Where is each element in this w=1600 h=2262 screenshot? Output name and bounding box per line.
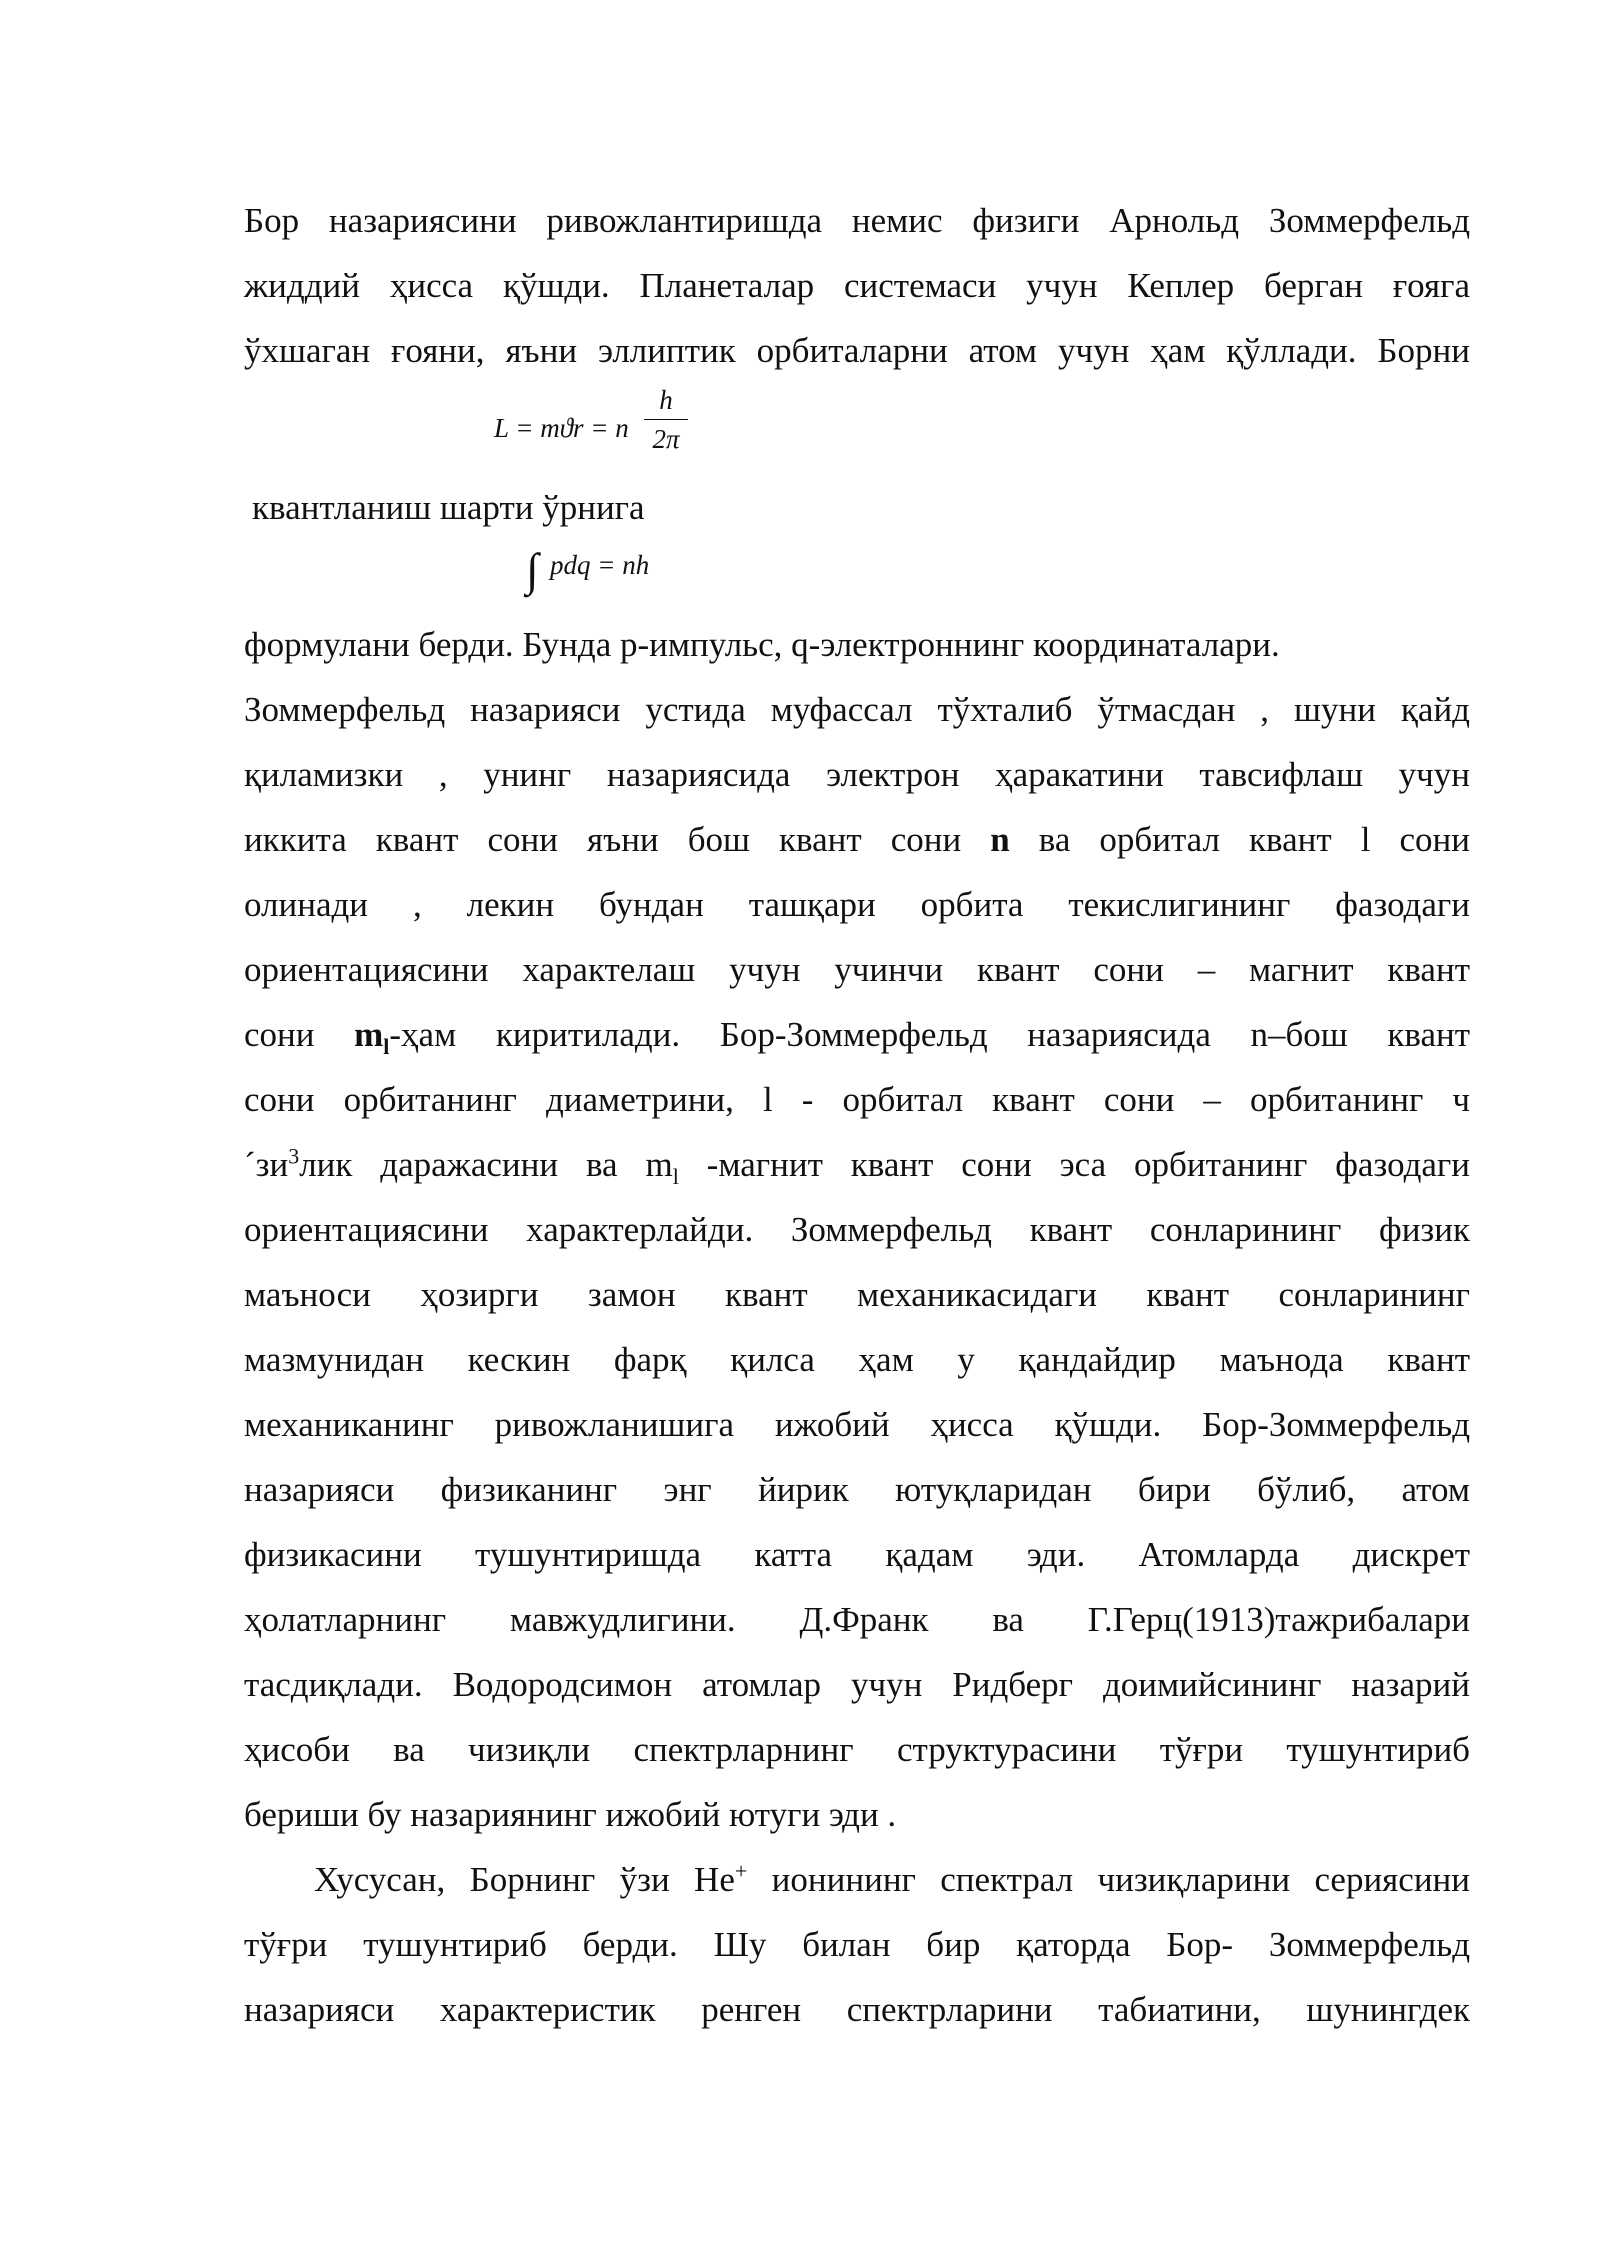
text-line: сони орбитанинг диаметрини, l - орбитал квант сони – орбитанинг ч: [244, 1080, 1470, 1119]
bold-m: m: [354, 1015, 384, 1054]
fraction-numerator: h: [659, 385, 673, 415]
text-line: ориентациясини характерлайди. Зоммерфельд квант сонларининг физик: [244, 1210, 1470, 1249]
formula-lhs: L = mϑr = n: [494, 413, 629, 443]
text-line: ориентациясини характелаш учун учинчи квант сони – магнит квант: [244, 950, 1470, 989]
fraction-bar: [644, 419, 688, 420]
text-line: Зоммерфельд назарияси устида муфассал тўхталиб ўтмасдан , шуни қайд: [244, 690, 1470, 729]
text-line: назарияси физиканинг энг йирик ютуқларидан бири бўлиб, атом: [244, 1470, 1470, 1509]
formula-expression: pdq = nh: [550, 550, 650, 580]
text-span: -ҳам киритилади. Бор-Зоммерфельд назариясида n–бош квант: [389, 1015, 1470, 1054]
text-span: Хусусан, Борнинг ўзи He: [314, 1860, 735, 1899]
subscript-l: l: [383, 1034, 390, 1059]
text-span: иккита квант сони яъни бош квант сони: [244, 820, 991, 859]
integral-sign: ∫: [526, 544, 539, 595]
text-line: ўхшаган ғояни, яъни эллиптик орбиталарни атом учун ҳам қўллади. Борни: [244, 331, 1470, 370]
text-line: [244, 1847, 1470, 1912]
text-line: [244, 807, 1470, 872]
bohr-quantization-formula: [244, 383, 1470, 475]
text-line: тўғри тушунтириб берди. Шу билан бир қаторда Бор- Зоммерфельд: [244, 1925, 1470, 1964]
bold-n: n: [990, 820, 1010, 859]
text-span: сони: [244, 1015, 355, 1054]
fraction-denominator: 2π: [652, 424, 680, 454]
text-line: маъноси ҳозирги замон квант механикасидаги квант сонларининг: [244, 1275, 1470, 1314]
text-span: ´зи: [244, 1145, 289, 1184]
text-line: [244, 1132, 1470, 1197]
text-line: формулани берди. Бунда p-импульс, q-электроннинг координаталари.: [244, 625, 1280, 664]
text-line: физикасини тушунтиришда катта қадам эди. Атомларда дискрет: [244, 1535, 1470, 1574]
text-line: қиламизки , унинг назариясида электрон ҳаракатини тавсифлаш учун: [244, 755, 1470, 794]
text-line: механиканинг ривожланишига ижобий ҳисса қўшди. Бор-Зоммерфельд: [244, 1405, 1470, 1444]
text-line: ҳолатларнинг мавжудлигини. Д.Франк ва Г.Герц(1913)тажрибалари: [244, 1600, 1470, 1639]
text-line: олинади , лекин бундан ташқари орбита текислигининг фазодаги: [244, 885, 1470, 924]
text-line: назарияси характеристик ренген спектрларини табиатини, шунингдек: [244, 1990, 1470, 2029]
text-line: жиддий ҳисса қўшди. Планеталар системаси учун Кеплер берган ғояга: [244, 266, 1470, 305]
superscript-3: 3: [288, 1143, 300, 1169]
text-span: лик даражасини ва m: [299, 1145, 673, 1184]
sommerfeld-quantization-formula: [244, 540, 1470, 610]
text-line: квантланиш шарти ўрнига: [252, 488, 645, 527]
text-line: мазмунидан кескин фарқ қилса ҳам у қандайдир маънода квант: [244, 1340, 1470, 1379]
text-line: бериши бу назариянинг ижобий ютуги эди .: [244, 1795, 897, 1834]
subscript-l: l: [672, 1164, 679, 1189]
text-line: [244, 1002, 1470, 1067]
text-span: ва орбитал квант l сони: [1009, 820, 1470, 859]
text-span: ионининг спектрал чизиқларини сериясини: [747, 1860, 1471, 1899]
superscript-plus: +: [734, 1858, 748, 1884]
text-line: Бор назариясини ривожлантиришда немис физиги Арнольд Зоммерфельд: [244, 201, 1470, 240]
text-line: тасдиқлади. Водородсимон атомлар учун Ридберг доимийсининг назарий: [244, 1665, 1470, 1704]
document-page: [244, 188, 1470, 2042]
text-line: ҳисоби ва чизиқли спектрларнинг структурасини тўғри тушунтириб: [244, 1730, 1470, 1769]
formula-fraction: [644, 383, 688, 456]
text-span: -магнит квант сони эса орбитанинг фазодаги: [678, 1145, 1471, 1184]
